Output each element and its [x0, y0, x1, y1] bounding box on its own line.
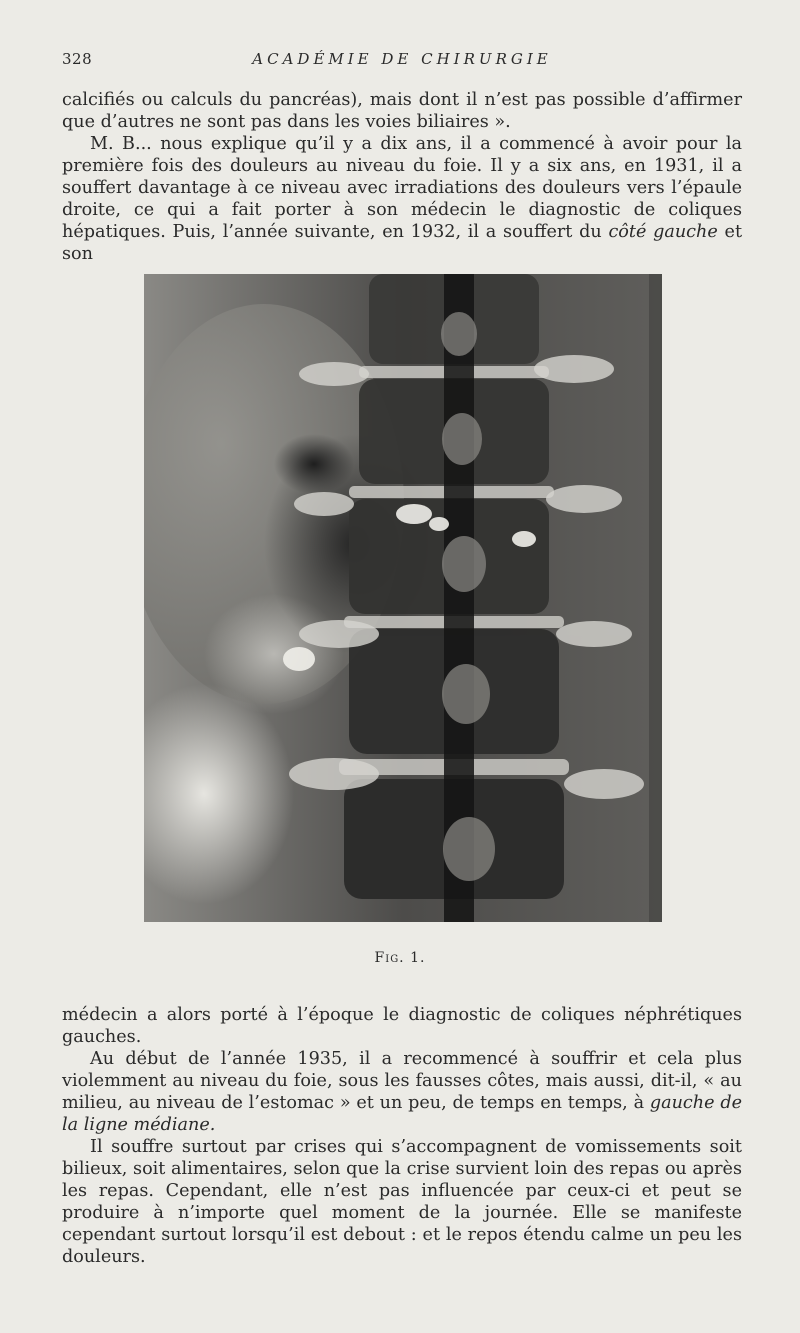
text-block-bottom: [62, 1004, 742, 1268]
paragraph-1: calcifiés ou calculs du pancréas), mais dont il n’est pas possible d’affirmer que d’autres ne sont pas dans les voies biliaires ».: [62, 90, 742, 132]
figure-caption: Fig. 1.: [374, 950, 426, 966]
running-head: ACADÉMIE DE CHIRURGIE: [252, 50, 552, 68]
paragraph-3: médecin a alors porté à l’époque le diagnostic de coliques néphrétiques gauches.: [62, 1005, 742, 1047]
paragraph-4-text: Au début de l’année 1935, il a recommencé à souffrir et cela plus violemment au niveau du foie, sous les fausses côtes, mais aussi, dit-il, « au milieu, au niveau de l’estomac » et un peu, de temps en temps, à: [62, 1049, 742, 1113]
paragraph-4: [62, 1048, 742, 1136]
paragraph-2-text: M. B... nous explique qu’il y a dix ans, il a commencé à avoir pour la première fois des douleurs au niveau du foie. Il y a six ans, en 1931, il a souffert davantage à ce niveau avec irradiations des douleurs vers l’épaule droite, ce qui a fait porter à son médecin le diagnostic de coliques hépatiques. Puis, l’année suivante, en 1932, il a souffert du: [62, 134, 742, 242]
paragraph-5: Il souffre surtout par crises qui s’accompagnent de vomissements soit bilieux, soit alimentaires, selon que la crise survient loin des repas ou après les repas. Cependant, elle n’est pas influencée par ceux-ci et peut se produire à n’importe quel moment de la journée. Elle se manifeste cependant surtout lorsqu’il est debout : et le repos étendu calme un peu les douleurs.: [62, 1137, 742, 1267]
xray-figure: [144, 274, 662, 922]
page-header: [62, 50, 742, 72]
xray-image: [144, 274, 662, 922]
paragraph-2-emphasis: côté gauche: [608, 222, 718, 242]
page-number: 328: [62, 50, 93, 68]
paragraph-2-end: et son: [62, 222, 743, 264]
text-block-top: [62, 89, 742, 265]
paragraph-4-emphasis: gauche de la ligne médiane.: [62, 1093, 742, 1135]
paragraph-2: [62, 133, 742, 265]
